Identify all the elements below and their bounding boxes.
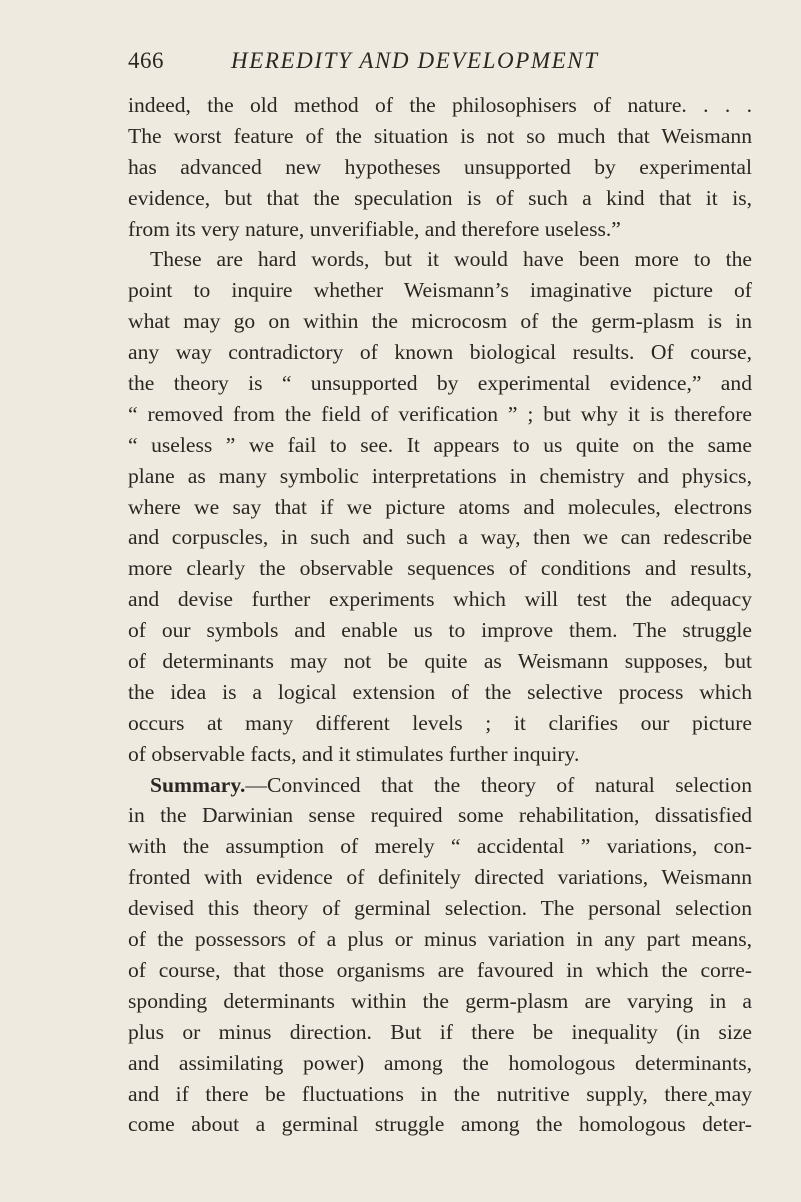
text-line: point to inquire whether Weismann’s imaginative picture of (128, 278, 752, 303)
text-line: the idea is a logical extension of the selective process which (128, 679, 752, 704)
text-line: of observable facts, and it stimulates further inquiry. (128, 741, 580, 766)
text-line: plane as many symbolic interpretations in chemistry and physics, (128, 463, 752, 488)
text-line: of the possessors of a plus or minus variation in any part means, (128, 927, 752, 952)
text-line: the theory is “ unsupported by experimental evidence,” and (128, 371, 752, 396)
text-line: of our symbols and enable us to improve them. The struggle (128, 618, 752, 643)
paragraph-start-line: These are hard words, but it would have been more to the (150, 247, 752, 272)
text-line: The worst feature of the situation is not so much that Weismann (128, 123, 752, 148)
text-line: fronted with evidence of definitely directed variations, Weismann (128, 865, 752, 890)
text-line: what may go on within the microcosm of the germ-plasm is in (128, 309, 752, 334)
text-line: occurs at many different levels ; it clarifies our picture (128, 710, 752, 735)
book-title: HEREDITY AND DEVELOPMENT (231, 48, 599, 73)
text-line: of determinants may not be quite as Weismann supposes, but (128, 649, 752, 674)
summary-line (128, 770, 752, 801)
text-line: “ useless ” we fail to see. It appears to us quite on the same (128, 432, 752, 457)
text-line: and corpuscles, in such and such a way, then we can redescribe (128, 525, 752, 550)
text-line: “ removed from the field of verification ” ; but why it is therefore (128, 401, 752, 426)
text-line: with the assumption of merely “ accidental ” variations, con- (128, 834, 752, 859)
text-line: of course, that those organisms are favoured in which the corre- (128, 957, 752, 982)
text-line: sponding determinants within the germ-plasm are varying in a (128, 988, 752, 1013)
text-line: and devise further experiments which will test the adequacy (128, 587, 752, 612)
running-head (128, 48, 748, 80)
text-line: come about a germinal struggle among the homologous deter- (128, 1112, 752, 1137)
body-text (128, 90, 752, 1140)
summary-text: —Convinced that the theory of natural selection (245, 772, 752, 797)
summary-heading: Summary. (150, 772, 246, 797)
text-line: devised this theory of germinal selection. The personal selection (128, 896, 752, 921)
text-line: where we say that if we picture atoms and molecules, electrons (128, 494, 752, 519)
text-line: indeed, the old method of the philosophisers of nature. . . . (128, 93, 752, 117)
text-line: any way contradictory of known biological results. Of course, (128, 340, 752, 365)
page-number: 466 (128, 48, 164, 73)
text-line: evidence, but that the speculation is of such a kind that it is, (128, 185, 752, 210)
text-line: from its very nature, unverifiable, and therefore useless.” (128, 216, 621, 241)
text-line: and if there be fluctuations in the nutritive supply, there‸may (128, 1081, 752, 1106)
text-line: more clearly the observable sequences of conditions and results, (128, 556, 752, 581)
text-line: plus or minus direction. But if there be inequality (in size (128, 1019, 752, 1044)
text-line: in the Darwinian sense required some rehabilitation, dissatisfied (128, 803, 752, 828)
text-line: has advanced new hypotheses unsupported by experimental (128, 154, 752, 179)
text-line: and assimilating power) among the homologous determinants, (128, 1050, 752, 1075)
